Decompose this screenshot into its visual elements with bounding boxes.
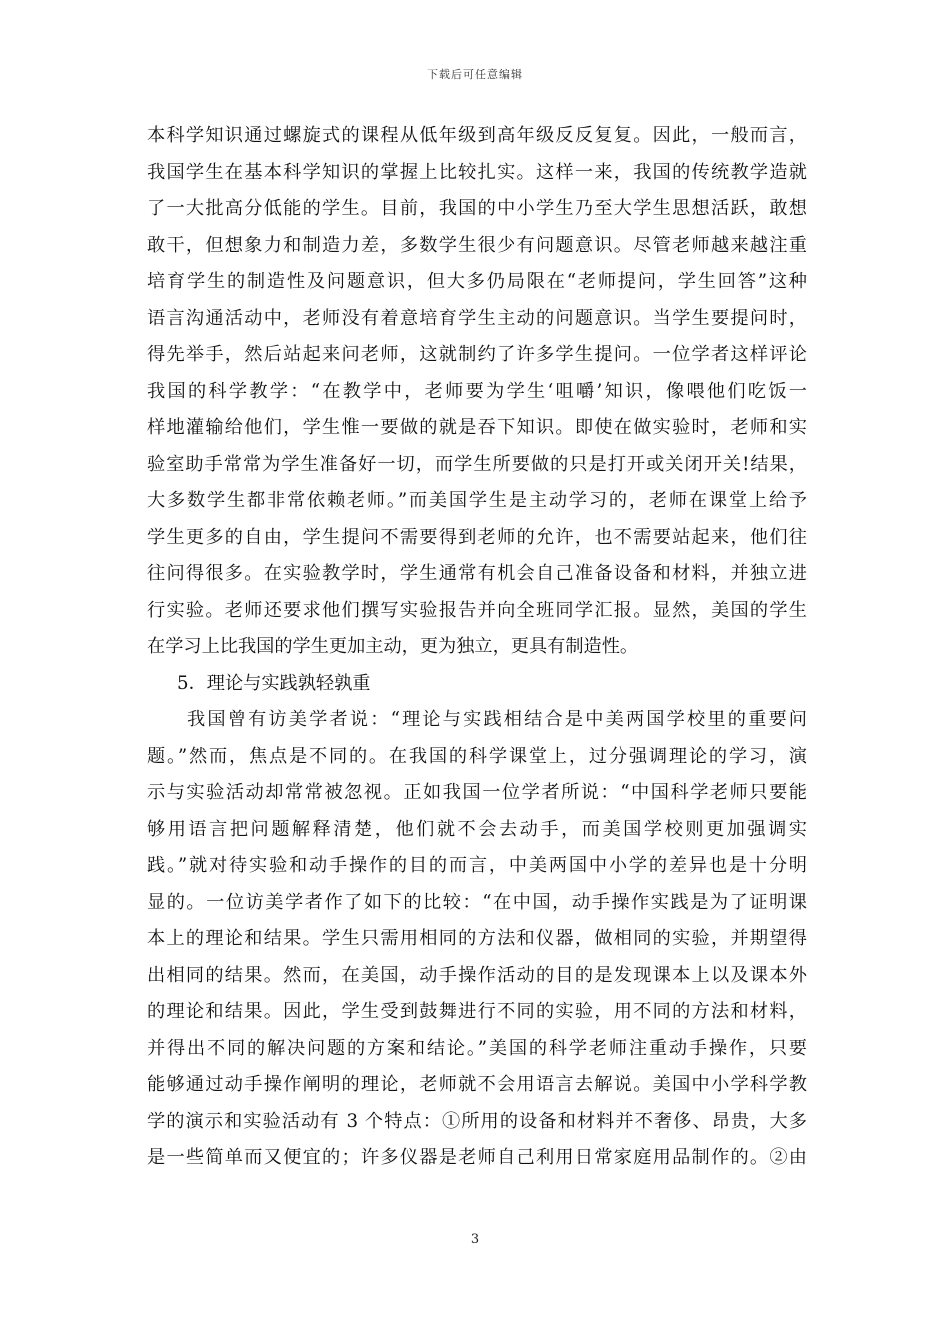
page-number: 3: [470, 1232, 480, 1247]
text-line: 培育学生的制造性及问题意识，但大多仍局限在“老师提问，学生回答”这种: [147, 271, 807, 292]
text-line: 语言沟通活动中，老师没有着意培育学生主动的问题意识。当学生要提问时，: [147, 307, 807, 329]
text-line: 行实验。老师还要求他们撰写实验报告并向全班同学汇报。显然，美国的学生: [147, 599, 807, 621]
text-line: 大多数学生都非常依赖老师。”而美国学生是主动学习的，老师在课堂上给予: [147, 490, 807, 511]
text-line: 本科学知识通过螺旋式的课程从低年级到高年级反反复复。因此，一般而言，: [147, 125, 807, 146]
text-line: 是一些简单而又便宜的；许多仪器是老师自己利用日常家庭用品制作的。②由: [147, 1147, 807, 1168]
text-line: 并得出不同的解决问题的方案和结论。”美国的科学老师注重动手操作，只要: [147, 1037, 807, 1059]
document-body: [147, 118, 807, 1177]
text-line: 了一大批高分低能的学生。目前，我国的中小学生乃至大学生思想活跃，敢想: [147, 198, 807, 219]
text-line: 本上的理论和结果。学生只需用相同的方法和仪器，做相同的实验，并期望得: [147, 928, 807, 949]
text-line: 的理论和结果。因此，学生受到鼓舞进行不同的实验，用不同的方法和材料，: [147, 1001, 807, 1022]
text-line: 敢干，但想象力和制造力差，多数学生很少有问题意识。尽管老师越来越注重: [147, 234, 807, 256]
text-line: 能够通过动手操作阐明的理论，老师就不会用语言去解说。美国中小学科学教: [147, 1074, 807, 1095]
text-line: 够用语言把问题解释清楚，他们就不会去动手，而美国学校则更加强调实: [147, 818, 807, 840]
text-line: 验室助手常常为学生准备好一切，而学生所要做的只是打开或关闭开关!结果，: [147, 453, 807, 475]
text-line: 学生更多的自由，学生提问不需要得到老师的允许，也不需要站起来，他们往: [147, 526, 807, 548]
text-line: 得先举手，然后站起来问老师，这就制约了许多学生提问。一位学者这样评论: [147, 344, 807, 365]
text-line: 我国的科学教学：“在教学中，老师要为学生‘咀嚼’知识，像喂他们吃饭一: [147, 380, 807, 402]
text-line: 我国曾有访美学者说：“理论与实践相结合是中美两国学校里的重要问: [187, 709, 807, 730]
text-line: 往问得很多。在实验教学时，学生通常有机会自己准备设备和材料，并独立进: [147, 563, 807, 584]
text-line: 学的演示和实验活动有 3 个特点：①所用的设备和材料并不奢侈、昂贵，大多: [147, 1110, 807, 1132]
text-line: 显的。一位访美学者作了如下的比较：“在中国，动手操作实践是为了证明课: [147, 891, 807, 913]
text-line: 示与实验活动却常常被忽视。正如我国一位学者所说：“中国科学老师只要能: [147, 782, 807, 803]
section-heading: 5．理论与实践孰轻孰重: [177, 672, 371, 694]
text-line: 在学习上比我国的学生更加主动，更为独立，更具有制造性。: [147, 636, 639, 657]
text-line: 题。”然而，焦点是不同的。在我国的科学课堂上，过分强调理论的学习，演: [147, 745, 807, 767]
page-header: 下载后可任意编辑: [427, 68, 523, 81]
text-line: 践。”就对待实验和动手操作的目的而言，中美两国中小学的差异也是十分明: [147, 855, 807, 876]
text-line: 样地灌输给他们，学生惟一要做的就是吞下知识。即使在做实验时，老师和实: [147, 417, 807, 438]
text-line: 出相同的结果。然而，在美国，动手操作活动的目的是发现课本上以及课本外: [147, 964, 807, 986]
text-line: 我国学生在基本科学知识的掌握上比较扎实。这样一来，我国的传统教学造就: [147, 161, 807, 183]
